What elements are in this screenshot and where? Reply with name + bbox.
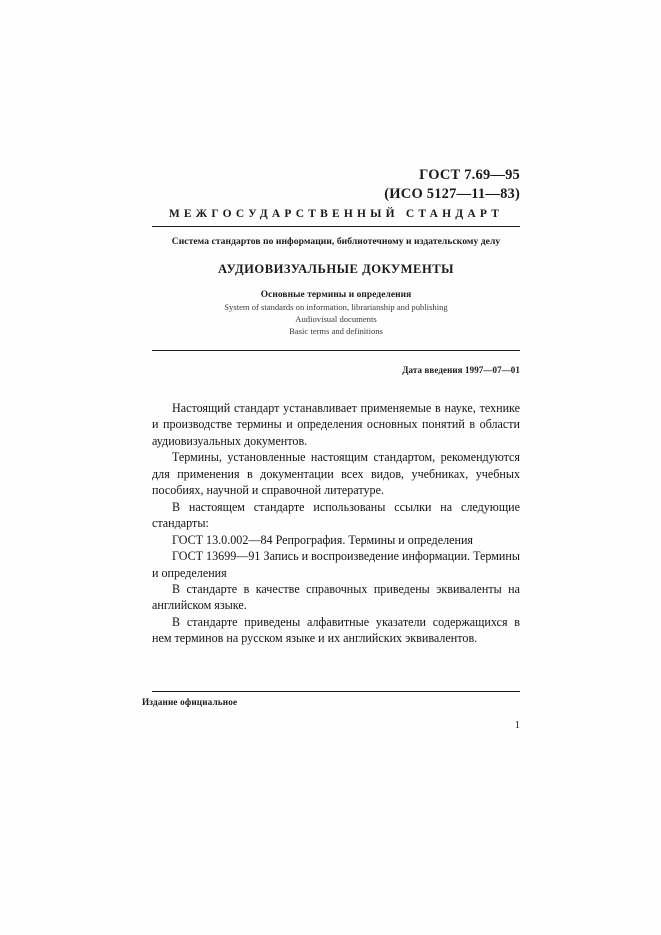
english-series-line: System of standards on information, librarianship and publishing [224, 302, 448, 312]
standard-number-block [152, 166, 520, 204]
page-title: АУДИОВИЗУАЛЬНЫЕ ДОКУМЕНТЫ [217, 262, 455, 277]
title-block [131, 236, 541, 300]
reference-gost-13699: ГОСТ 13699—91 Запись и воспроизведение информации. Термины и определения [152, 549, 520, 580]
page-number: 1 [514, 720, 520, 731]
standard-type-heading: МЕЖГОСУДАРСТВЕННЫЙ СТАНДАРТ [168, 208, 504, 220]
page-subtitle: Основные термины и определения [260, 290, 412, 301]
paragraph-english-equivalents: В стандарте в качестве справочных приведены эквиваленты на английском языке. [152, 581, 520, 613]
introduction-date: Дата введения 1997—07—01 [402, 365, 520, 375]
standards-series-line: Система стандартов по информации, библиотечному и издательскому делу [171, 236, 501, 247]
title-divider-rule [152, 350, 520, 351]
english-title-block [131, 301, 541, 338]
standard-number-primary: ГОСТ 7.69—95 [419, 167, 520, 183]
reference-gost-13-0-002: ГОСТ 13.0.002—84 Репрография. Термины и определения [172, 532, 473, 547]
paragraph-alphabetical-indexes: В стандарте приведены алфавитные указатели содержащихся в нем терминов на русском языке и их английских эквивалентов. [152, 614, 520, 646]
paragraph-references-intro: В настоящем стандарте использованы ссылки на следующие стандарты: [152, 499, 520, 531]
paragraph-application: Термины, установленные настоящим стандартом, рекомендуются для применения в документации всех видов, учебниках, учебных пособиях, научной и справочной литературе. [152, 450, 520, 498]
standard-number-iso-equivalent: (ИСО 5127—11—83) [384, 186, 520, 203]
english-title-line: Audiovisual documents [295, 314, 377, 325]
footer-divider-rule [152, 691, 520, 692]
official-edition-note: Издание официальное [142, 697, 238, 707]
paragraph-scope: Настоящий стандарт устанавливает применяемые в науке, технике и производстве термины и определения основных понятий в области аудиовизуальных документов. [152, 401, 520, 448]
body-text [152, 400, 520, 647]
header-divider-rule [152, 226, 520, 227]
english-subtitle-line: Basic terms and definitions [289, 326, 383, 337]
